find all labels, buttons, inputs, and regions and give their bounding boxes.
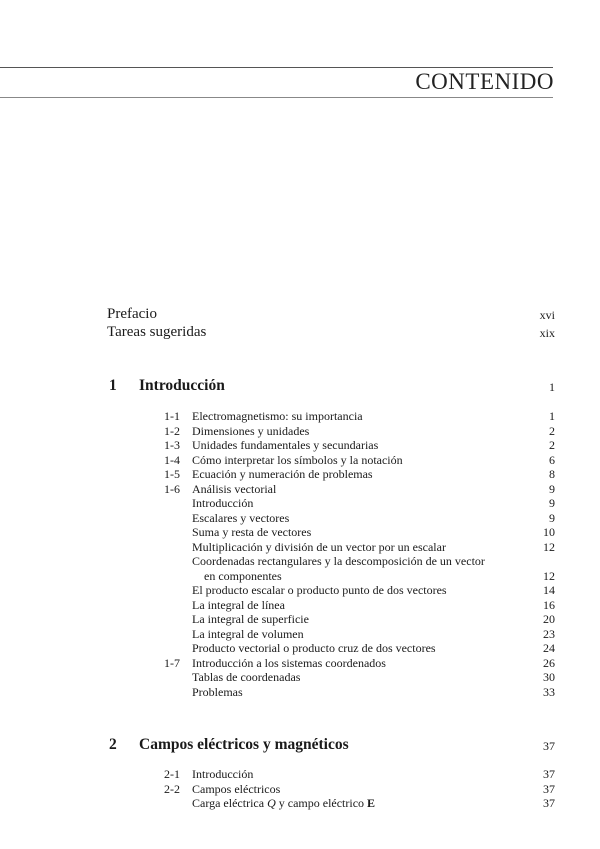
toc-label: La integral de línea — [192, 598, 285, 612]
toc-page-number: 14 — [543, 583, 555, 597]
toc-subentry[interactable] — [0, 583, 600, 597]
toc-label: Problemas — [192, 685, 243, 699]
toc-label: Cómo interpretar los símbolos y la notación — [192, 453, 403, 467]
section-number: 1-2 — [164, 424, 180, 438]
toc-label: Multiplicación y división de un vector por un escalar — [192, 540, 446, 554]
toc-label: Introducción — [192, 496, 254, 510]
chapter-title: Campos eléctricos y magnéticos — [139, 736, 349, 753]
toc-label: Análisis vectorial — [192, 482, 277, 496]
toc-label — [192, 796, 375, 811]
toc-subentry[interactable] — [0, 496, 600, 510]
toc-entry[interactable] — [0, 424, 600, 438]
toc-label: Ecuación y numeración de problemas — [192, 467, 373, 481]
section-number: 2-2 — [164, 782, 180, 796]
toc-label-part: y campo eléctrico — [275, 796, 368, 810]
toc-page-number: 37 — [543, 796, 555, 810]
toc-label: El producto escalar o producto punto de dos vectores — [192, 583, 447, 597]
toc-page-number: 20 — [543, 612, 555, 626]
toc-page-number: 23 — [543, 627, 555, 641]
toc-page-number: 6 — [549, 453, 555, 467]
section-number: 1-3 — [164, 438, 180, 452]
section-number: 1-7 — [164, 656, 180, 670]
toc-page-number: 9 — [549, 511, 555, 525]
toc-label: Coordenadas rectangulares y la descomposición de un vector — [192, 554, 485, 568]
toc-entry[interactable] — [0, 656, 600, 670]
toc-subentry[interactable] — [0, 685, 600, 699]
toc-page-number: 26 — [543, 656, 555, 670]
toc-page-number: 2 — [549, 438, 555, 452]
toc-chapter-1[interactable] — [0, 377, 600, 394]
toc-page-number: 16 — [543, 598, 555, 612]
toc-page-number: 37 — [543, 782, 555, 796]
toc-label: La integral de volumen — [192, 627, 304, 641]
toc-page-number: 30 — [543, 670, 555, 684]
header-rule-bottom — [0, 97, 553, 98]
chapter-number: 2 — [109, 736, 117, 753]
toc-label-part: Carga eléctrica — [192, 796, 268, 810]
toc-page-number: 33 — [543, 685, 555, 699]
toc-subentry[interactable] — [0, 641, 600, 655]
toc-subentry[interactable] — [0, 670, 600, 684]
toc-label: Unidades fundamentales y secundarias — [192, 438, 379, 452]
toc-page-number: 37 — [543, 739, 555, 753]
toc-entry[interactable] — [0, 482, 600, 496]
toc-label: Dimensiones y unidades — [192, 424, 310, 438]
toc-page-number: xix — [539, 326, 555, 340]
toc-page-number: 1 — [549, 409, 555, 423]
toc-label: en componentes — [204, 569, 282, 583]
toc-subentry[interactable] — [0, 511, 600, 525]
toc-front-tareas[interactable] — [0, 324, 600, 338]
toc-subentry[interactable] — [0, 796, 600, 810]
toc-label: Introducción a los sistemas coordenados — [192, 656, 386, 670]
toc-entry[interactable] — [0, 467, 600, 481]
toc-subentry[interactable] — [0, 598, 600, 612]
toc-page-number: 9 — [549, 482, 555, 496]
toc-page-number: 8 — [549, 467, 555, 481]
toc-entry[interactable] — [0, 453, 600, 467]
toc-label: Introducción — [192, 767, 254, 781]
toc-page-number: xvi — [539, 308, 555, 322]
toc-page-number: 9 — [549, 496, 555, 510]
toc-subentry[interactable] — [0, 612, 600, 626]
toc-page-number: 12 — [543, 569, 555, 583]
toc-subentry[interactable] — [0, 554, 600, 568]
toc-front-prefacio[interactable] — [0, 306, 600, 320]
toc-entry[interactable] — [0, 767, 600, 781]
toc-entry[interactable] — [0, 782, 600, 796]
toc-page-number: 10 — [543, 525, 555, 539]
toc-label: Escalares y vectores — [192, 511, 290, 525]
toc-entry[interactable] — [0, 438, 600, 452]
toc-label: Suma y resta de vectores — [192, 525, 312, 539]
charge-symbol: Q — [267, 796, 276, 810]
toc-entry[interactable] — [0, 409, 600, 423]
toc-page-number: 24 — [543, 641, 555, 655]
toc-page-number: 1 — [549, 380, 555, 394]
toc-label: Electromagnetismo: su importancia — [192, 409, 363, 423]
section-number: 1-5 — [164, 467, 180, 481]
toc-label: Prefacio — [107, 306, 157, 322]
toc-label: Producto vectorial o producto cruz de dos vectores — [192, 641, 436, 655]
toc-label: La integral de superficie — [192, 612, 309, 626]
toc-subentry[interactable] — [0, 627, 600, 641]
chapter-title: Introducción — [139, 377, 225, 394]
section-number: 1-4 — [164, 453, 180, 467]
section-number: 1-1 — [164, 409, 180, 423]
toc-page-number: 37 — [543, 767, 555, 781]
toc-subentry[interactable] — [0, 540, 600, 554]
header-rule-top — [0, 67, 553, 68]
chapter-number: 1 — [109, 377, 117, 394]
toc-label: Tareas sugeridas — [107, 324, 207, 340]
toc-subentry-continuation[interactable] — [0, 569, 600, 583]
toc-chapter-2[interactable] — [0, 736, 600, 753]
page-title: CONTENIDO — [415, 69, 554, 94]
toc-page-number: 12 — [543, 540, 555, 554]
toc-label: Tablas de coordenadas — [192, 670, 301, 684]
toc-subentry[interactable] — [0, 525, 600, 539]
section-number: 1-6 — [164, 482, 180, 496]
field-symbol: E — [367, 796, 376, 810]
section-number: 2-1 — [164, 767, 180, 781]
toc-page-number: 2 — [549, 424, 555, 438]
toc-label: Campos eléctricos — [192, 782, 281, 796]
